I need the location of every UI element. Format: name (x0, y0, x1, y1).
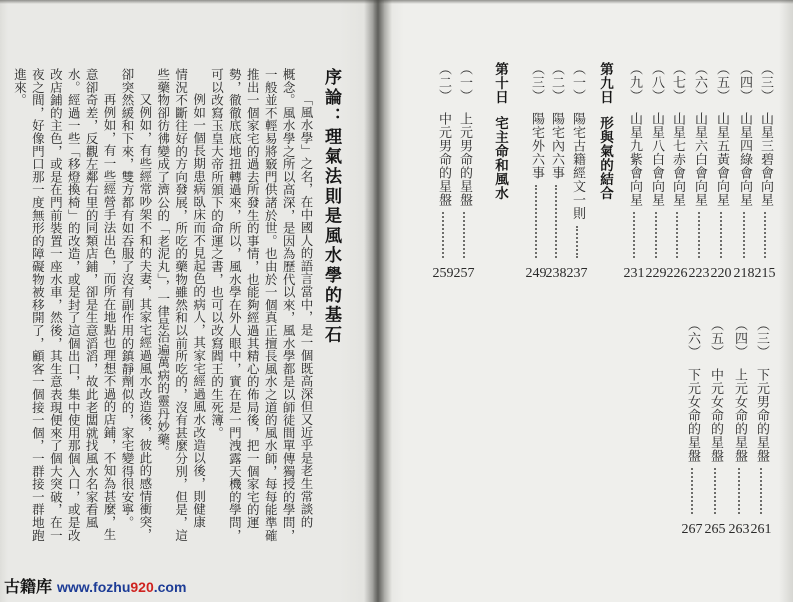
dot-leader (463, 212, 465, 258)
toc-entry-number: （四） (732, 318, 747, 359)
preface-column: 可以改寫玉皇大帝所頒下的命運之書，也可以改寫閻王的生死簿。 (209, 68, 225, 440)
toc-page-number: 259 (432, 266, 454, 281)
toc-entry-number: （一） (457, 62, 472, 103)
preface-column: 推出一個家宅的過去所發生的事情，也能夠經過其精心的佈局後，把一個家宅的運 (245, 68, 261, 529)
toc-entry-number: （二） (436, 62, 451, 103)
toc-entry-number: （四） (737, 62, 752, 103)
toc-chapter-heading (489, 62, 511, 200)
toc-page-number: 218 (733, 266, 755, 281)
preface-column: 進來。 (12, 68, 28, 107)
dot-leader (633, 212, 635, 258)
dot-leader (555, 185, 557, 258)
toc-entry-title: 上元男命的星盤 (457, 111, 472, 206)
toc-page-number: 263 (728, 522, 750, 537)
toc-entry-number: （九） (627, 62, 642, 103)
dot-leader (764, 212, 766, 258)
preface-column: 改店鋪的主色，或是在門前裝置一座水車，然後，其生意表現便來了個大突破，在一 (48, 68, 64, 542)
dot-leader (743, 212, 745, 258)
dot-leader (655, 212, 657, 258)
toc-page-number: 261 (750, 522, 772, 537)
toc-page-number: 237 (566, 266, 588, 281)
toc-entry-number: （三） (529, 62, 544, 103)
toc-entry (729, 318, 749, 538)
toc-page-number: 220 (710, 266, 732, 281)
toc-entry-title: 山星六白會向星 (692, 111, 707, 206)
toc-page-number: 249 (525, 266, 547, 281)
toc-entry-number: （三） (758, 62, 773, 103)
toc-page-number: 265 (704, 522, 726, 537)
toc-chapter-title: 形與氣的結合 (597, 116, 613, 200)
toc-entry (567, 62, 587, 282)
toc-entry-number: （五） (708, 318, 723, 359)
toc-page-number: 267 (681, 522, 703, 537)
toc-entry-title: 山星三碧會向星 (758, 111, 773, 206)
toc-entry-number: （六） (692, 62, 707, 103)
dot-leader (714, 468, 716, 514)
dot-leader (698, 212, 700, 258)
preface-column: 意卻奇差，反觀左鄰右里的同類店鋪，卻是生意滔滔，故此老闆就找風水名家看風 (84, 68, 100, 529)
preface-column: 例如一個長期患病臥床而不見起色的病人，其家宅經過風水改造以後，則健康 (191, 93, 207, 529)
preface-title: 序論：理氣法則是風水學的基石 (321, 68, 341, 346)
dot-leader (535, 185, 537, 258)
book-spine (364, 0, 392, 602)
toc-entry (734, 62, 754, 282)
toc-chapter-heading (594, 62, 616, 200)
preface-column: 情況不斷往好的方向發展，所吃的藥物雖然和以前所吃的，沒有甚麼分別，但是，這 (173, 68, 189, 542)
toc-chapter-day: 第九日 (597, 62, 613, 104)
site-watermark (4, 578, 186, 597)
preface-column: 再例如，有一些經營手法出色，而所在地點也理想不過的店鋪，不知為甚麼，生 (102, 93, 118, 541)
toc-entry-title: 山星四綠會向星 (737, 111, 752, 206)
dot-leader (720, 212, 722, 258)
dot-leader (576, 226, 578, 259)
toc-entry (689, 62, 709, 282)
toc-chapter-title: 宅主命和風水 (492, 116, 508, 200)
toc-entry-number: （三） (754, 318, 769, 359)
preface-column: 些藥物卻彷彿變成了濟公的「老泥丸」，一律是治遍萬病的靈丹妙藥。 (155, 68, 171, 459)
toc-entry (546, 62, 566, 282)
preface-column: 又例如，有些經常吵架不和的夫妻，其家宅經過風水改造後，彼此的感情衝突， (137, 93, 153, 541)
toc-entry-title: 中元女命的星盤 (708, 367, 723, 462)
toc-entry-number: （七） (670, 62, 685, 103)
toc-page-number: 215 (754, 266, 776, 281)
dot-leader (760, 468, 762, 514)
watermark-url-suffix: .com (153, 579, 187, 595)
dot-leader (691, 468, 693, 514)
toc-entry-title: 下元男命的星盤 (754, 367, 769, 462)
toc-entry (526, 62, 546, 282)
preface-column: 水。經過一些「移燈換椅」的改造，或是封了這個出口，集中使用那個入口，或是改 (66, 68, 82, 542)
toc-entry (624, 62, 644, 282)
dot-leader (442, 212, 444, 258)
toc-page-number: 223 (688, 266, 710, 281)
dot-leader (676, 212, 678, 258)
toc-page-number: 231 (623, 266, 645, 281)
toc-entry-title: 山星五黃會向星 (714, 111, 729, 206)
toc-entry (705, 318, 725, 538)
toc-entry-title: 山星八白會向星 (649, 111, 664, 206)
toc-entry (682, 318, 702, 538)
toc-entry (667, 62, 687, 282)
toc-entry (433, 62, 453, 282)
toc-entry (711, 62, 731, 282)
toc-page-number: 226 (666, 266, 688, 281)
watermark-brand: 古籍库 (4, 579, 53, 596)
toc-entry (755, 62, 775, 282)
toc-entry-number: （八） (649, 62, 664, 103)
toc-entry-title: 陽宅內六事 (549, 111, 564, 179)
watermark-url-number: 920 (130, 579, 154, 595)
toc-page-number: 229 (645, 266, 667, 281)
toc-entry (751, 318, 771, 538)
page-top-edge (0, 0, 793, 4)
toc-entry-title: 山星九紫會向星 (627, 111, 642, 206)
toc-entry-title: 下元女命的星盤 (685, 367, 700, 462)
preface-column: 勢，徹徹底底地扭轉過來，所以，風水學在外人眼中，實在是一門洩露天機的學問， (227, 68, 243, 542)
toc-chapter-day: 第十日 (492, 62, 508, 104)
toc-entry (454, 62, 474, 282)
toc-entry-number: （五） (714, 62, 729, 103)
toc-page-number: 257 (453, 266, 475, 281)
toc-page-number: 238 (545, 266, 567, 281)
preface-column: 概念。風水學之所以高深，是因為歷代以來，風水學都是以師徒間單傳獨授的學問， (281, 68, 297, 542)
toc-entry-title: 上元女命的星盤 (732, 367, 747, 462)
dot-leader (738, 468, 740, 514)
toc-entry-title: 山星七赤會向星 (670, 111, 685, 206)
toc-entry-title: 陽宅古籍經文一則 (570, 111, 585, 220)
toc-entry-number: （六） (685, 318, 700, 359)
preface-column: 卻突然緩和下來，雙方都有如吞服了沒有副作用的鎮靜劑似的，家宅變得很安寧。 (119, 68, 135, 529)
watermark-url-prefix: www.fozhu (57, 579, 131, 595)
preface-column: 「風水學」之名，在中國人的語言當中，是一個既高深但又近乎是老生常談的 (299, 93, 314, 529)
toc-entry-number: （二） (549, 62, 564, 103)
preface-column: 夜之間，好像門口那一度無形的障礙物被移開了，顧客一個接一個，一群接一群地跑 (30, 68, 46, 542)
toc-entry-title: 中元男命的星盤 (436, 111, 451, 206)
toc-entry-title: 陽宅外六事 (529, 111, 544, 179)
preface-column: 一般並不輕易將竅門供諸於世。也由於一個真正擅長風水之道的風水師，每每能準確 (263, 68, 279, 542)
preface-text-block (6, 68, 342, 548)
toc-entry-number: （一） (570, 62, 585, 103)
toc-entry (646, 62, 666, 282)
